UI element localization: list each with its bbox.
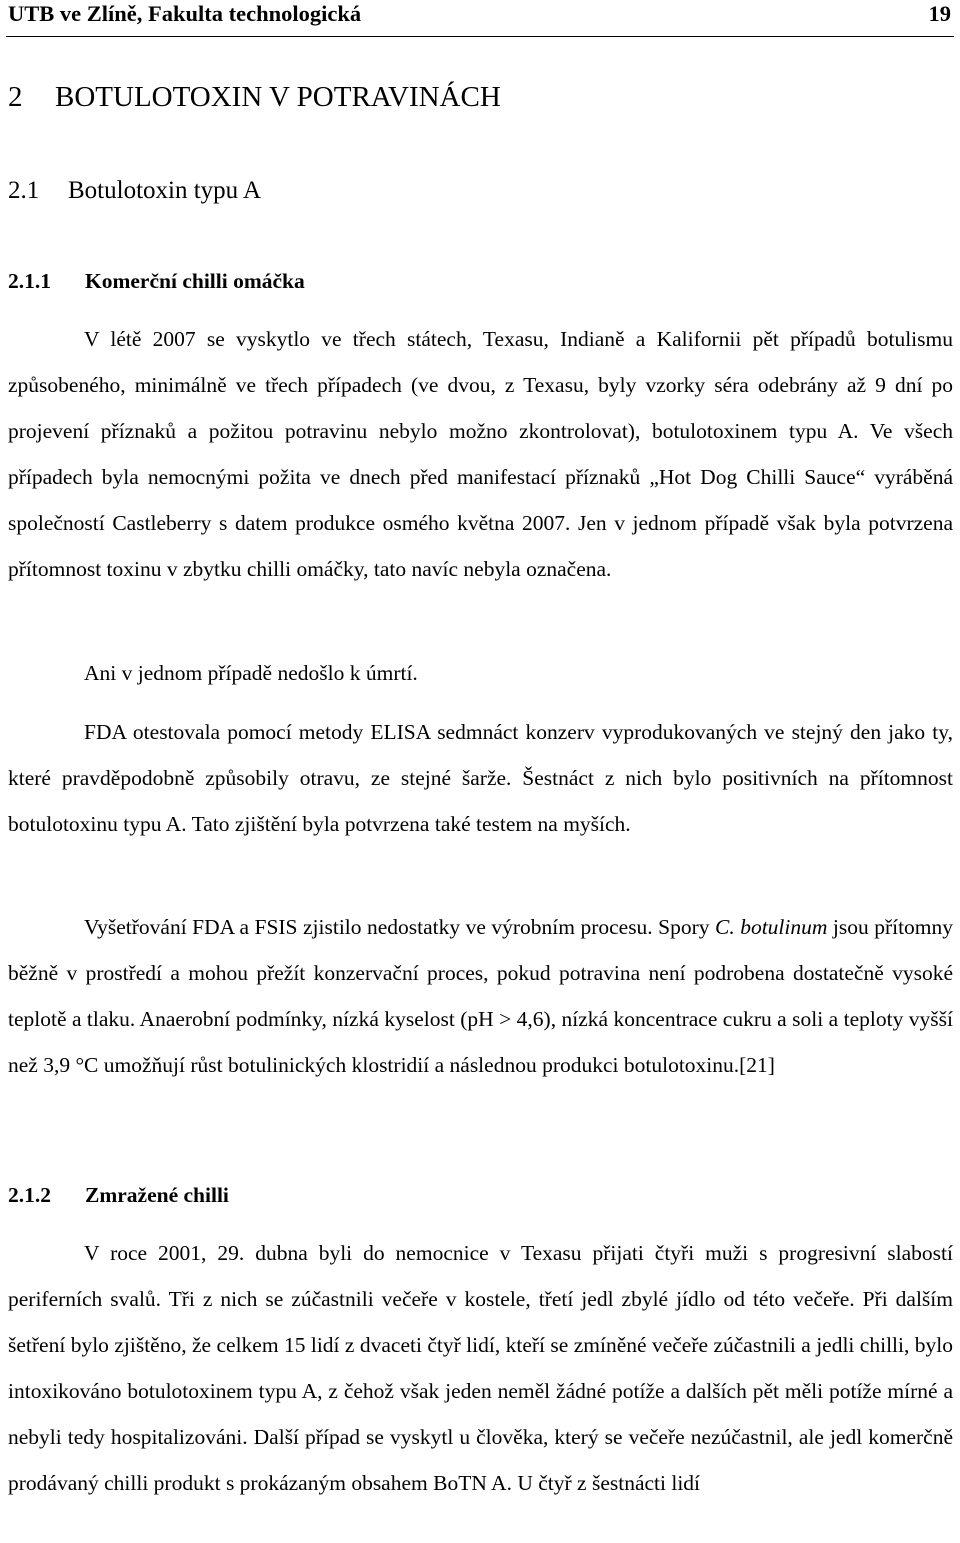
section-number: 2.1 [8, 177, 40, 204]
subsection-title-2: Zmražené chilli [85, 1183, 229, 1207]
subsection-number-2: 2.1.2 [8, 1183, 51, 1207]
chapter-heading [8, 79, 501, 115]
paragraph-2: Ani v jednom případě nedošlo k úmrtí. [84, 661, 418, 685]
species-name: C. botulinum [715, 915, 828, 939]
paragraph-5: V roce 2001, 29. dubna byli do nemocnice v Texasu přijati čtyři muži s progresivní slabostí periferních svalů. Tři z nich se zúčastnili večeře v kostele, třetí jedl zbylé jídlo od této večeře. Při dalším šetření bylo zjištěno, že celkem 15 lidí z dvaceti čtyř lidí, kteří se zmíněné večeře zúčastnili a jedli chilli, bylo intoxikováno botulotoxinem typu A, z čehož však jeden neměl žádné potíže a dalších pět měli potíže mírné a nebyli tedy hospitalizováni. Další případ se vyskytl u člověka, který se večeře nezúčastnil, ale jedl komerčně prodávaný chilli produkt s prokázaným obsahem BoTN A. U čtyř z šestnácti lidí [8, 1241, 953, 1495]
paragraph-3: FDA otestovala pomocí metody ELISA sedmnáct konzerv vyprodukovaných ve stejný den jako ty, které pravděpodobně způsobily otravu, ze stejné šarže. Šestnáct z nich bylo positivních na přítomnost botulotoxinu typu A. Tato zjištění byla potvrzena také testem na myších. [8, 720, 953, 836]
paragraph-4-text-start: Vyšetřování FDA a FSIS zjistilo nedostatky ve výrobním procesu. Spory [84, 915, 710, 939]
paragraph-4-text-end: jsou přítomny běžně v prostředí a mohou přežít konzervační proces, pokud potravina není podrobena dostatečně vysoké teplotě a tlaku. Anaerobní podmínky, nízká kyselost (pH > 4,6), nízká koncentrace cukru a soli a teploty vyšší než 3,9 °C umožňují růst botulinických klostridií a následnou produkci botulotoxinu.[21] [8, 915, 954, 1077]
subsection-title-1: Komerční chilli omáčka [85, 269, 305, 293]
paragraph-4 [8, 904, 953, 1088]
chapter-title: BOTULOTOXIN V POTRAVINÁCH [55, 81, 501, 113]
chapter-number: 2 [8, 81, 23, 113]
subsection-heading-1 [8, 266, 305, 296]
subsection-heading-2 [8, 1180, 229, 1210]
paragraph-1: V létě 2007 se vyskytlo ve třech státech, Texasu, Indianě a Kalifornii pět případů botulismu způsobeného, minimálně ve třech případech (ve dvou, z Texasu, byly vzorky séra odebrány až 9 dní po projevení příznaků a požitou potravinu nebylo možno zkontrolovat), botulotoxinem typu A. Ve všech případech byla nemocnými požita ve dnech před manifestací příznaků „Hot Dog Chilli Sauce“ vyráběná společností Castleberry s datem produkce osmého května 2007. Jen v jednom případě však byla potvrzena přítomnost toxinu v zbytku chilli omáčky, tato navíc nebyla označena. [8, 327, 953, 581]
section-title: Botulotoxin typu A [68, 177, 262, 204]
page-number: 19 [928, 1, 951, 26]
section-heading [8, 174, 261, 208]
running-header-title: UTB ve Zlíně, Fakulta technologická [8, 1, 362, 26]
subsection-number-1: 2.1.1 [8, 269, 51, 293]
running-header [6, 0, 954, 37]
